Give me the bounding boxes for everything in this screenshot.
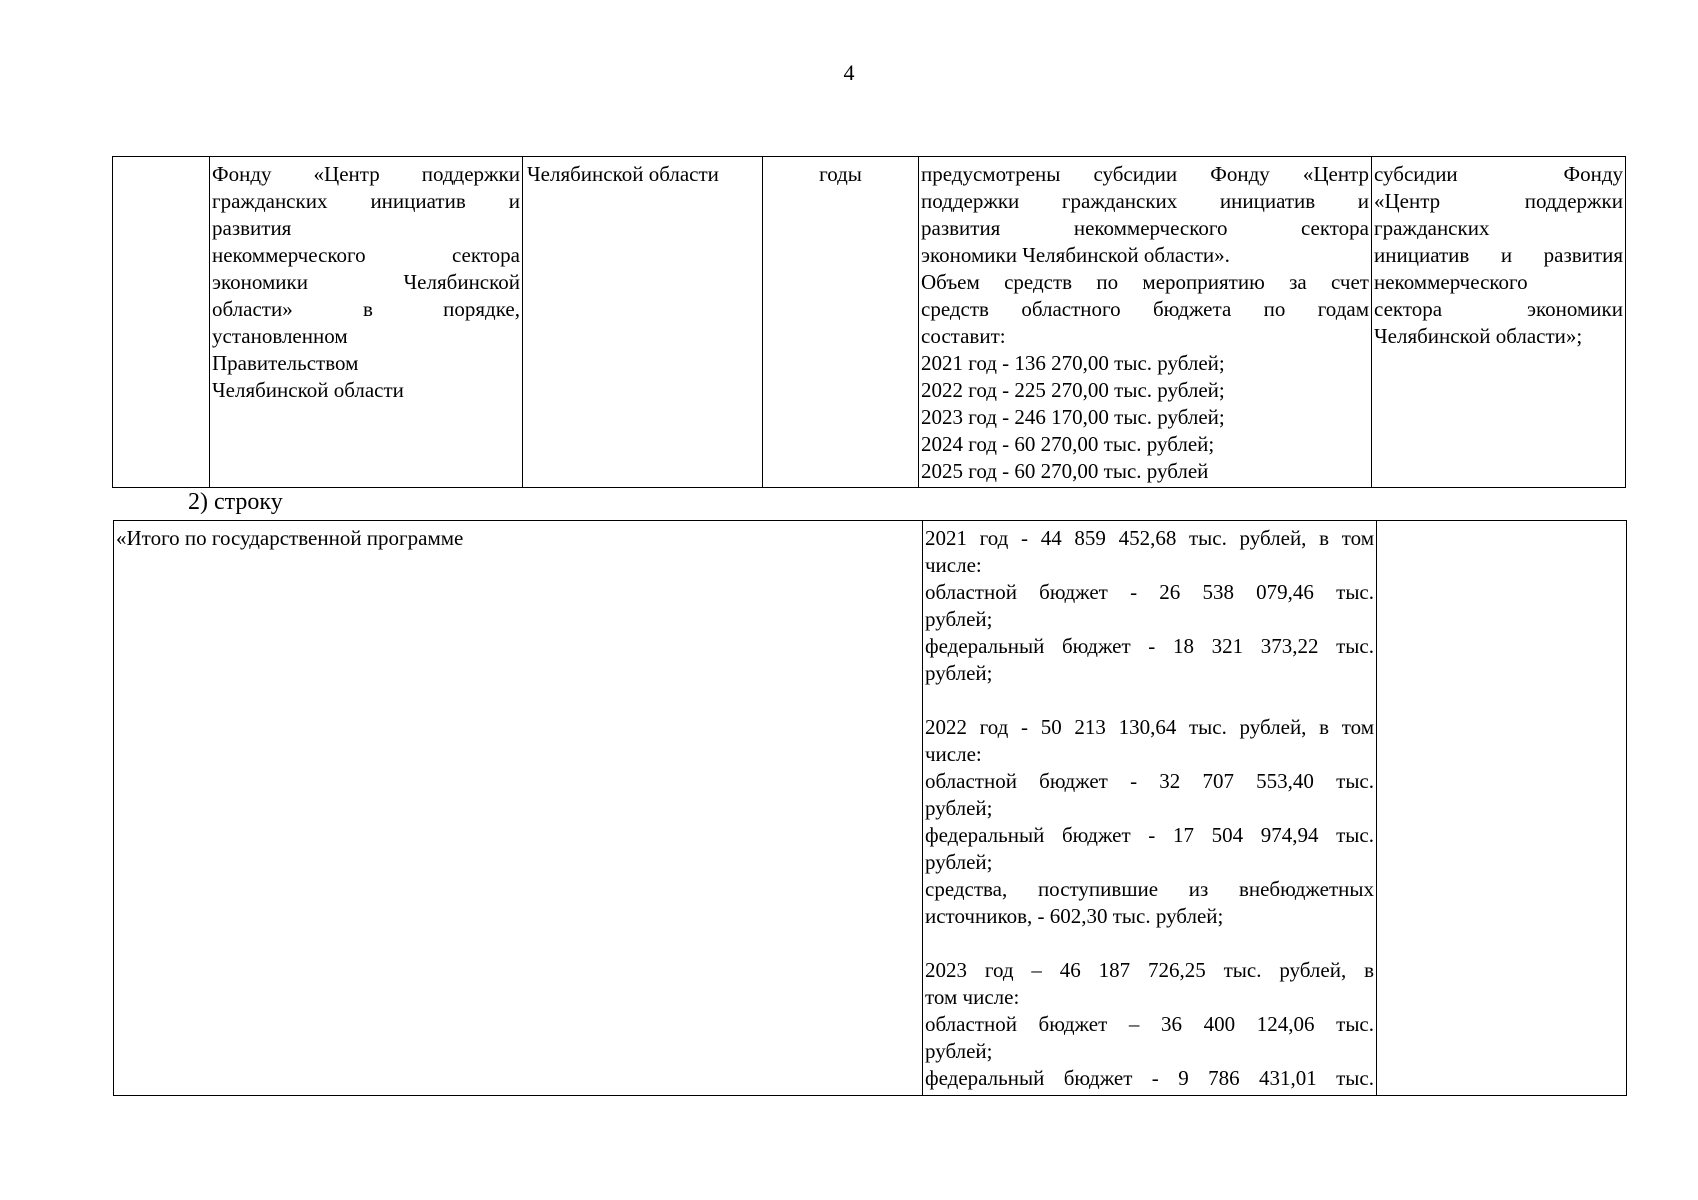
cell-line: источников, - 602,30 тыс. рублей; [925,904,1224,928]
cell-line: средств областного бюджета по годам [921,297,1369,321]
total-label: «Итого по государственной программе [116,526,464,550]
cell-line: развития некоммерческого сектора [921,216,1369,240]
cell-line: составит: [921,324,1006,348]
cell-line: 2023 год – 46 187 726,25 тыс. рублей, в [925,958,1374,982]
cell-line: 2022 год - 50 213 130,64 тыс. рублей, в том [925,715,1374,739]
cell-line: субсидии Фонду [1374,162,1623,186]
cell-line: федеральный бюджет - 17 504 974,94 тыс. [925,823,1374,847]
cell-line: гражданских инициатив и [212,189,520,213]
cell-line: областной бюджет – 36 400 124,06 тыс. [925,1012,1374,1036]
cell-line: экономики Челябинской [212,270,520,294]
cell-line: том числе: [925,985,1020,1009]
cell-line: рублей; [925,1039,993,1063]
cell-line: федеральный бюджет - 18 321 373,22 тыс. [925,634,1374,658]
cell-line: рублей; [925,661,993,685]
total-funding-cell [922,521,1376,1095]
col-period [762,157,918,487]
cell-line: гражданских [1374,216,1490,240]
cell-line [925,687,1374,714]
cell-line: Челябинской области [212,378,404,402]
cell-line: рублей; [925,850,993,874]
cell-line: 2021 год - 136 270,00 тыс. рублей; [921,351,1225,375]
cell-line: 2023 год - 246 170,00 тыс. рублей; [921,405,1225,429]
cell-line: сектора экономики [1374,297,1623,321]
cell-line: «Центр поддержки [1374,189,1623,213]
cell-line: областной бюджет - 32 707 553,40 тыс. [925,769,1374,793]
cell-line: области» в порядке, [212,297,520,321]
cell-line: Челябинской области [527,162,719,186]
cell-line: поддержки гражданских инициатив и [921,189,1369,213]
cell-line: числе: [925,553,982,577]
section-caption: 2) строку [188,489,283,515]
cell-line: Объем средств по мероприятию за счет [921,270,1369,294]
cell-line: средства, поступившие из внебюджетных [925,877,1374,901]
cell-line: Челябинской области»; [1374,324,1583,348]
cell-line: годы [819,162,862,186]
cell-line: федеральный бюджет - 9 786 431,01 тыс. [925,1066,1374,1090]
cell-line: Правительством [212,351,359,375]
page-number: 4 [843,60,855,85]
cell-line: Фонду «Центр поддержки [212,162,520,186]
cell-line: рублей; [925,607,993,631]
col-result [1371,157,1625,487]
cell-line: 2024 год - 60 270,00 тыс. рублей; [921,432,1215,456]
cell-line: 2021 год - 44 859 452,68 тыс. рублей, в том [925,526,1374,550]
total-label-cell [114,521,922,1095]
cell-line: рублей; [925,796,993,820]
cell-line: некоммерческого сектора [212,243,520,267]
cell-line: областной бюджет - 26 538 079,46 тыс. [925,580,1374,604]
cell-line: числе: [925,742,982,766]
col-executor [522,157,762,487]
cell-line: развития [212,216,292,240]
col-funding [918,157,1371,487]
col-recipient [209,157,522,487]
cell-line: установленном [212,324,348,348]
cell-line: некоммерческого [1374,270,1528,294]
cell-line: 2025 год - 60 270,00 тыс. рублей [921,459,1209,483]
cell-line: предусмотрены субсидии Фонду «Центр [921,162,1369,186]
program-table-continuation [112,156,1626,488]
program-total-table [113,520,1627,1096]
total-result-cell [1376,521,1626,1095]
cell-line: инициатив и развития [1374,243,1623,267]
cell-line: экономики Челябинской области». [921,243,1230,267]
cell-line: 2022 год - 225 270,00 тыс. рублей; [921,378,1225,402]
cell-line [925,930,1374,957]
col-number [113,157,209,487]
